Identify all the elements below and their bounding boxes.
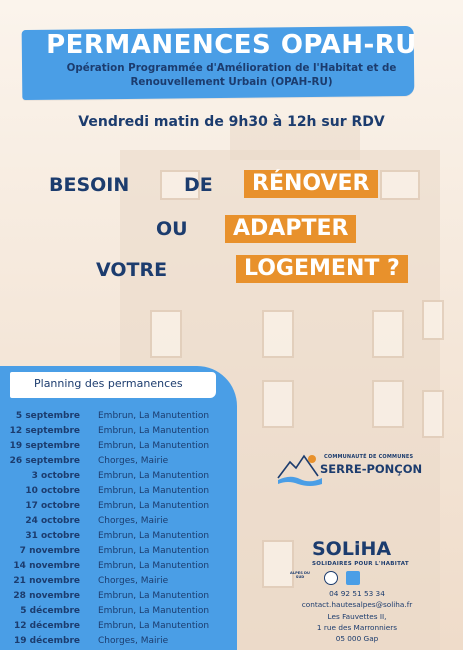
- partner-badge-icon: [346, 571, 360, 585]
- planning-date: 19 décembre: [13, 635, 80, 646]
- planning-place: Embrun, La Manutention: [98, 590, 210, 601]
- planning-row: [0, 528, 237, 543]
- planning-date: 28 novembre: [13, 590, 80, 601]
- planning-date: 26 septembre: [9, 455, 80, 466]
- planning-place: Chorges, Mairie: [98, 575, 169, 586]
- planning-row: [0, 543, 237, 558]
- headline-logement: LOGEMENT ?: [236, 255, 408, 283]
- planning-row: [0, 438, 237, 453]
- planning-date: 10 octobre: [25, 485, 80, 496]
- soliha-name: SOLiHA: [312, 538, 392, 560]
- planning-row: [0, 513, 237, 528]
- planning-place: Embrun, La Manutention: [98, 440, 210, 451]
- planning-place: Embrun, La Manutention: [98, 410, 210, 421]
- planning-row: [0, 498, 237, 513]
- planning-row: [0, 453, 237, 468]
- page-title: PERMANENCES OPAH-RU: [46, 30, 417, 60]
- planning-place: Embrun, La Manutention: [98, 605, 210, 616]
- mountain-lake-logo-icon: [276, 448, 326, 488]
- headline-renover: RÉNOVER: [244, 170, 378, 198]
- headline-votre: VOTRE: [96, 259, 168, 281]
- planning-place: Embrun, La Manutention: [98, 560, 210, 571]
- planning-row: [0, 573, 237, 588]
- planning-date: 31 octobre: [25, 530, 80, 541]
- planning-date: 24 octobre: [25, 515, 80, 526]
- contact-address-2: 1 rue des Marronniers: [316, 622, 398, 632]
- planning-date: 12 décembre: [13, 620, 80, 631]
- soliha-tagline: SOLIDAIRES POUR L'HABITAT: [312, 561, 409, 567]
- contact-email: contact.hautesalpes@soliha.fr: [301, 600, 413, 610]
- subtitle-line-2: Renouvellement Urbain (OPAH-RU): [130, 75, 333, 88]
- planning-row: [0, 633, 237, 648]
- headline-besoin: BESOIN: [49, 174, 130, 196]
- planning-place: Embrun, La Manutention: [98, 545, 210, 556]
- planning-row: [0, 603, 237, 618]
- planning-place: Embrun, La Manutention: [98, 425, 210, 436]
- planning-row: [0, 588, 237, 603]
- planning-list: [0, 408, 237, 648]
- planning-row: [0, 408, 237, 423]
- headline-de: DE: [184, 174, 213, 196]
- headline-adapter: ADAPTER: [225, 215, 356, 243]
- planning-row: [0, 618, 237, 633]
- planning-place: Embrun, La Manutention: [98, 620, 210, 631]
- planning-place: Embrun, La Manutention: [98, 500, 210, 511]
- planning-row: [0, 468, 237, 483]
- planning-date: 7 novembre: [19, 545, 80, 556]
- planning-date: 17 octobre: [25, 500, 80, 511]
- planning-date: 14 novembre: [13, 560, 80, 571]
- planning-row: [0, 423, 237, 438]
- contact-address-1: Les Fauvettes II,: [327, 611, 387, 621]
- planning-place: Embrun, La Manutention: [98, 470, 210, 481]
- planning-place: Chorges, Mairie: [98, 515, 169, 526]
- logo-small-text: COMMUNAUTÉ DE COMMUNES: [324, 454, 414, 460]
- planning-title: Planning des permanences: [34, 377, 183, 390]
- planning-place: Chorges, Mairie: [98, 455, 169, 466]
- planning-place: Chorges, Mairie: [98, 635, 169, 646]
- subtitle: [40, 62, 423, 90]
- serre-poncon-logo: [276, 448, 446, 488]
- logo-name: SERRE-PONÇON: [320, 462, 423, 476]
- planning-place: Embrun, La Manutention: [98, 485, 210, 496]
- planning-date: 5 septembre: [15, 410, 80, 421]
- planning-date: 21 novembre: [13, 575, 80, 586]
- contact-phone: 04 92 51 53 34: [329, 589, 385, 598]
- planning-date: 12 septembre: [9, 425, 80, 436]
- seal-icon: [324, 571, 338, 585]
- planning-date: 3 octobre: [31, 470, 80, 481]
- subtitle-line-1: Opération Programmée d'Amélioration de l'Habitat et de: [66, 62, 397, 74]
- planning-date: 19 septembre: [9, 440, 80, 451]
- badge-alpes-du-sud: ALPES DU SUD: [290, 571, 310, 579]
- planning-place: Embrun, La Manutention: [98, 530, 210, 541]
- planning-row: [0, 483, 237, 498]
- headline-ou: OU: [156, 218, 188, 240]
- contact-block: [282, 588, 432, 644]
- contact-city: 05 000 Gap: [335, 634, 379, 644]
- schedule-text: Vendredi matin de 9h30 à 12h sur RDV: [78, 114, 385, 130]
- planning-date: 5 décembre: [20, 605, 80, 616]
- soliha-logo: [286, 538, 436, 590]
- planning-row: [0, 558, 237, 573]
